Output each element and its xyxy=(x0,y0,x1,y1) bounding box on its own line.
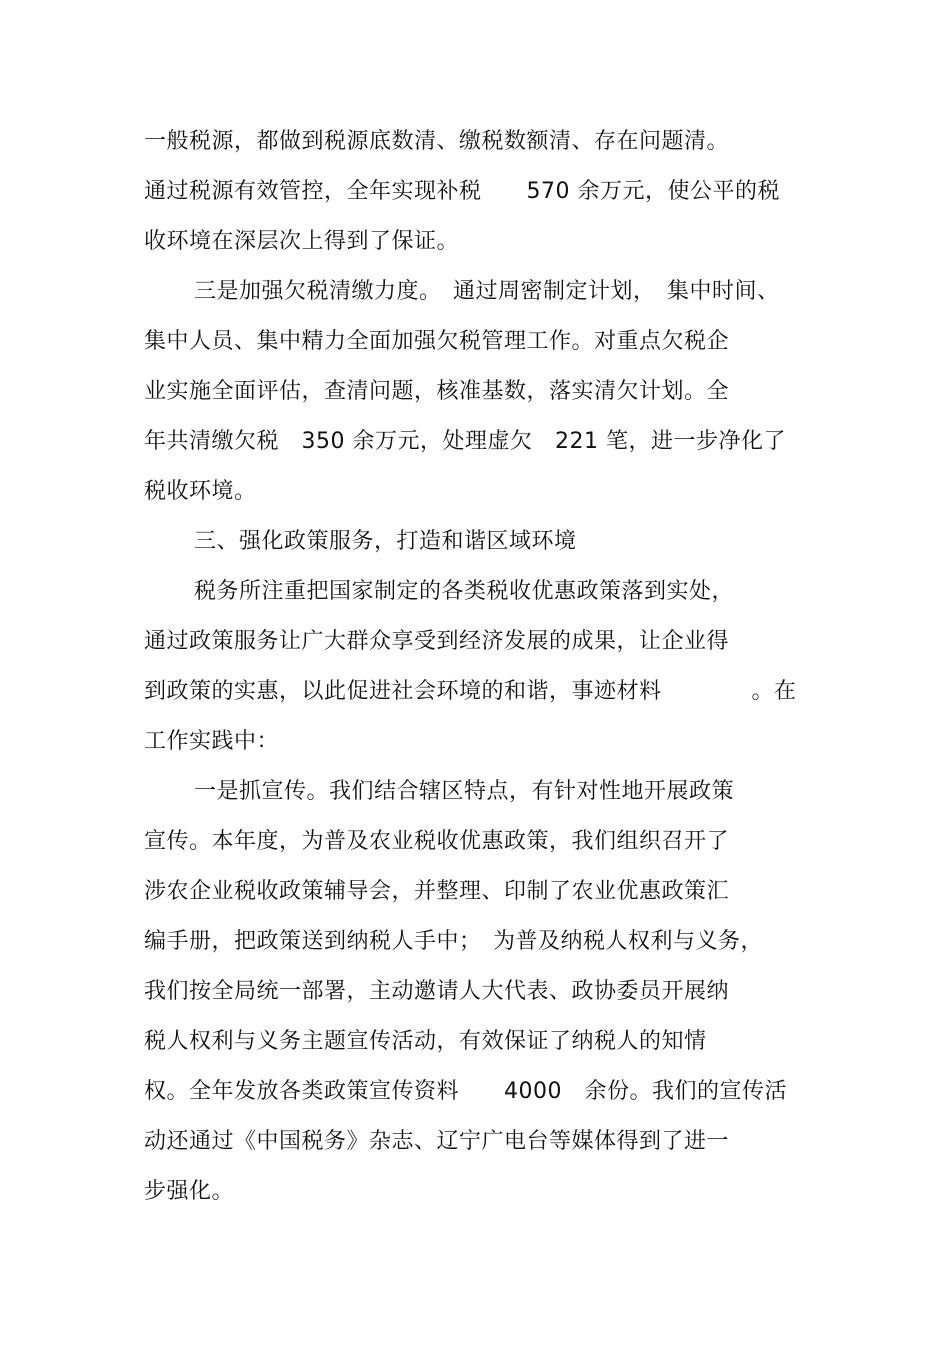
text-line-10: 税务所注重把国家制定的各类税收优惠政策落到实处， xyxy=(194,579,735,604)
text-line-4: 三是加强欠税清缴力度。 通过周密制定计划， 集中时间、 xyxy=(194,279,780,304)
text-line-11: 通过政策服务让广大群众享受到经济发展的成果，让企业得 xyxy=(144,629,730,654)
text-line-16: 涉农企业税收政策辅导会，并整理、印制了农业优惠政策汇 xyxy=(144,879,730,904)
text-line-2: 通过税源有效管控，全年实现补税 570 余万元，使公平的税 xyxy=(144,179,780,204)
text-line-13: 工作实践中： xyxy=(144,729,280,754)
text-line-1: 一般税源，都做到税源底数清、缴税数额清、存在问题清。 xyxy=(144,129,730,154)
text-line-7: 年共清缴欠税 350 余万元，处理虚欠 221 笔，进一步净化了 xyxy=(144,429,786,454)
text-line-21: 动还通过《中国税务》杂志、辽宁广电台等媒体得到了进一 xyxy=(144,1129,730,1154)
text-line-22: 步强化。 xyxy=(144,1179,235,1204)
text-line-5: 集中人员、集中精力全面加强欠税管理工作。对重点欠税企 xyxy=(144,329,730,354)
text-line-15: 宣传。本年度，为普及农业税收优惠政策，我们组织召开了 xyxy=(144,829,730,854)
text-line-12: 到政策的实惠，以此促进社会环境的和谐，事迹材料 。在 xyxy=(144,679,797,704)
text-line-6: 业实施全面评估，查清问题，核准基数，落实清欠计划。全 xyxy=(144,379,730,404)
section-heading: 三、强化政策服务，打造和谐区域环境 xyxy=(194,529,577,554)
text-line-20: 权。全年发放各类政策宣传资料 4000 余份。我们的宣传活 xyxy=(144,1079,787,1104)
text-line-8: 税收环境。 xyxy=(144,479,257,504)
text-line-14: 一是抓宣传。我们结合辖区特点，有针对性地开展政策 xyxy=(194,779,735,804)
text-line-19: 税人权利与义务主题宣传活动，有效保证了纳税人的知情 xyxy=(144,1029,707,1054)
text-line-3: 收环境在深层次上得到了保证。 xyxy=(144,229,460,254)
text-line-18: 我们按全局统一部署，主动邀请人大代表、政协委员开展纳 xyxy=(144,979,730,1004)
text-line-17: 编手册，把政策送到纳税人手中； 为普及纳税人权利与义务， xyxy=(144,929,764,954)
